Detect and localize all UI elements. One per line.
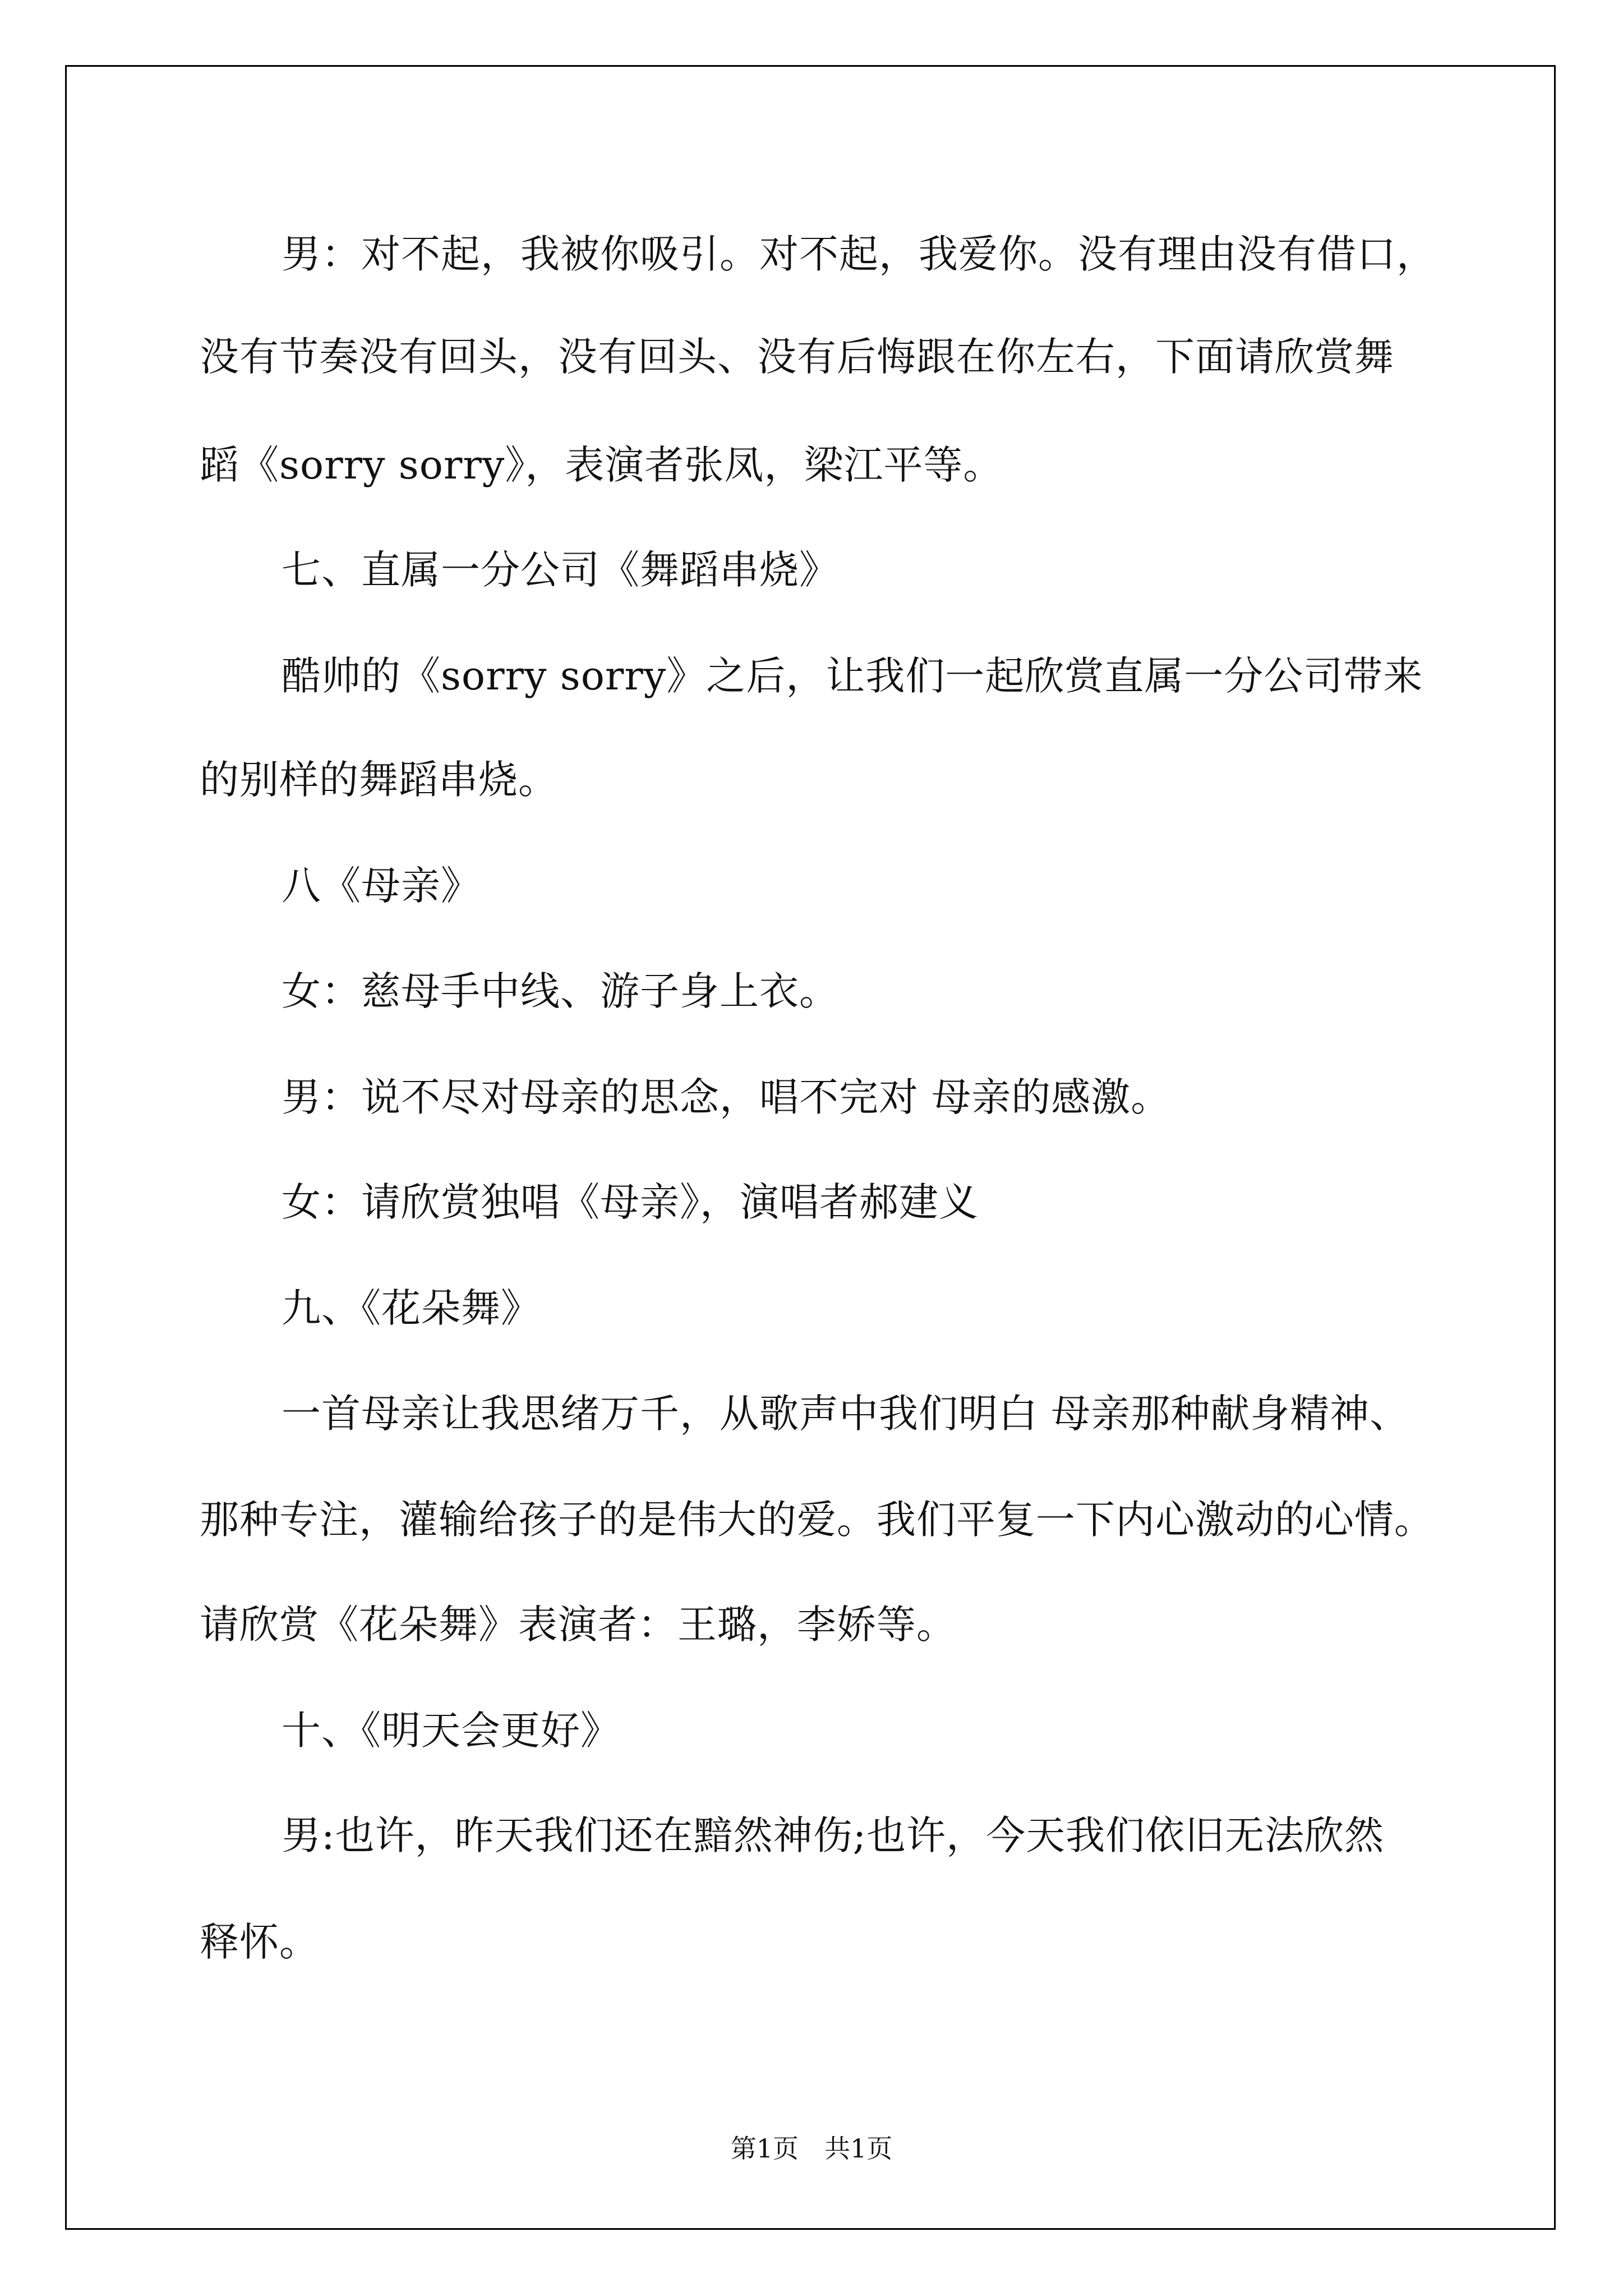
section-heading: 十、《明天会更好》 xyxy=(282,1708,620,1754)
section-heading: 七、直属一分公司《舞蹈串烧》 xyxy=(282,547,839,593)
text-line: 没有节奏没有回头，没有回头、没有后悔跟在你左右，下面请欣赏舞 xyxy=(200,334,1394,380)
text-line: 男：对不起，我被你吸引。对不起，我爱你。没有理由没有借口， xyxy=(282,231,1436,277)
text-line: 女：请欣赏独唱《母亲》，演唱者郝建义 xyxy=(282,1179,979,1225)
text-line: 的别样的舞蹈串烧。 xyxy=(200,757,558,803)
section-heading: 八《母亲》 xyxy=(282,863,481,909)
text-line: 一首母亲让我思绪万千，从歌声中我们明白 母亲那种献身精神、 xyxy=(282,1391,1410,1437)
text-line: 那种专注，灌输给孩子的是伟大的爱。我们平复一下内心激动的心情。 xyxy=(200,1497,1434,1543)
text-line: 蹈《sorry sorry》，表演者张凤，梁江平等。 xyxy=(200,442,1003,488)
text-line: 男：说不尽对母亲的思念，唱不完对 母亲的感激。 xyxy=(282,1074,1171,1120)
page-border xyxy=(65,65,1556,2230)
text-line: 酷帅的《sorry sorry》之后，让我们一起欣赏直属一分公司带来 xyxy=(282,653,1423,699)
text-line: 请欣赏《花朵舞》表演者：王璐，李娇等。 xyxy=(200,1602,956,1648)
section-heading: 九、《花朵舞》 xyxy=(282,1285,541,1331)
text-line: 释怀。 xyxy=(200,1919,319,1965)
text-line: 男:也许，昨天我们还在黯然神伤;也许，今天我们依旧无法欣然 xyxy=(282,1812,1385,1858)
page-footer: 第1页 共1页 xyxy=(730,2133,893,2164)
text-line: 女：慈母手中线、游子身上衣。 xyxy=(282,968,839,1014)
